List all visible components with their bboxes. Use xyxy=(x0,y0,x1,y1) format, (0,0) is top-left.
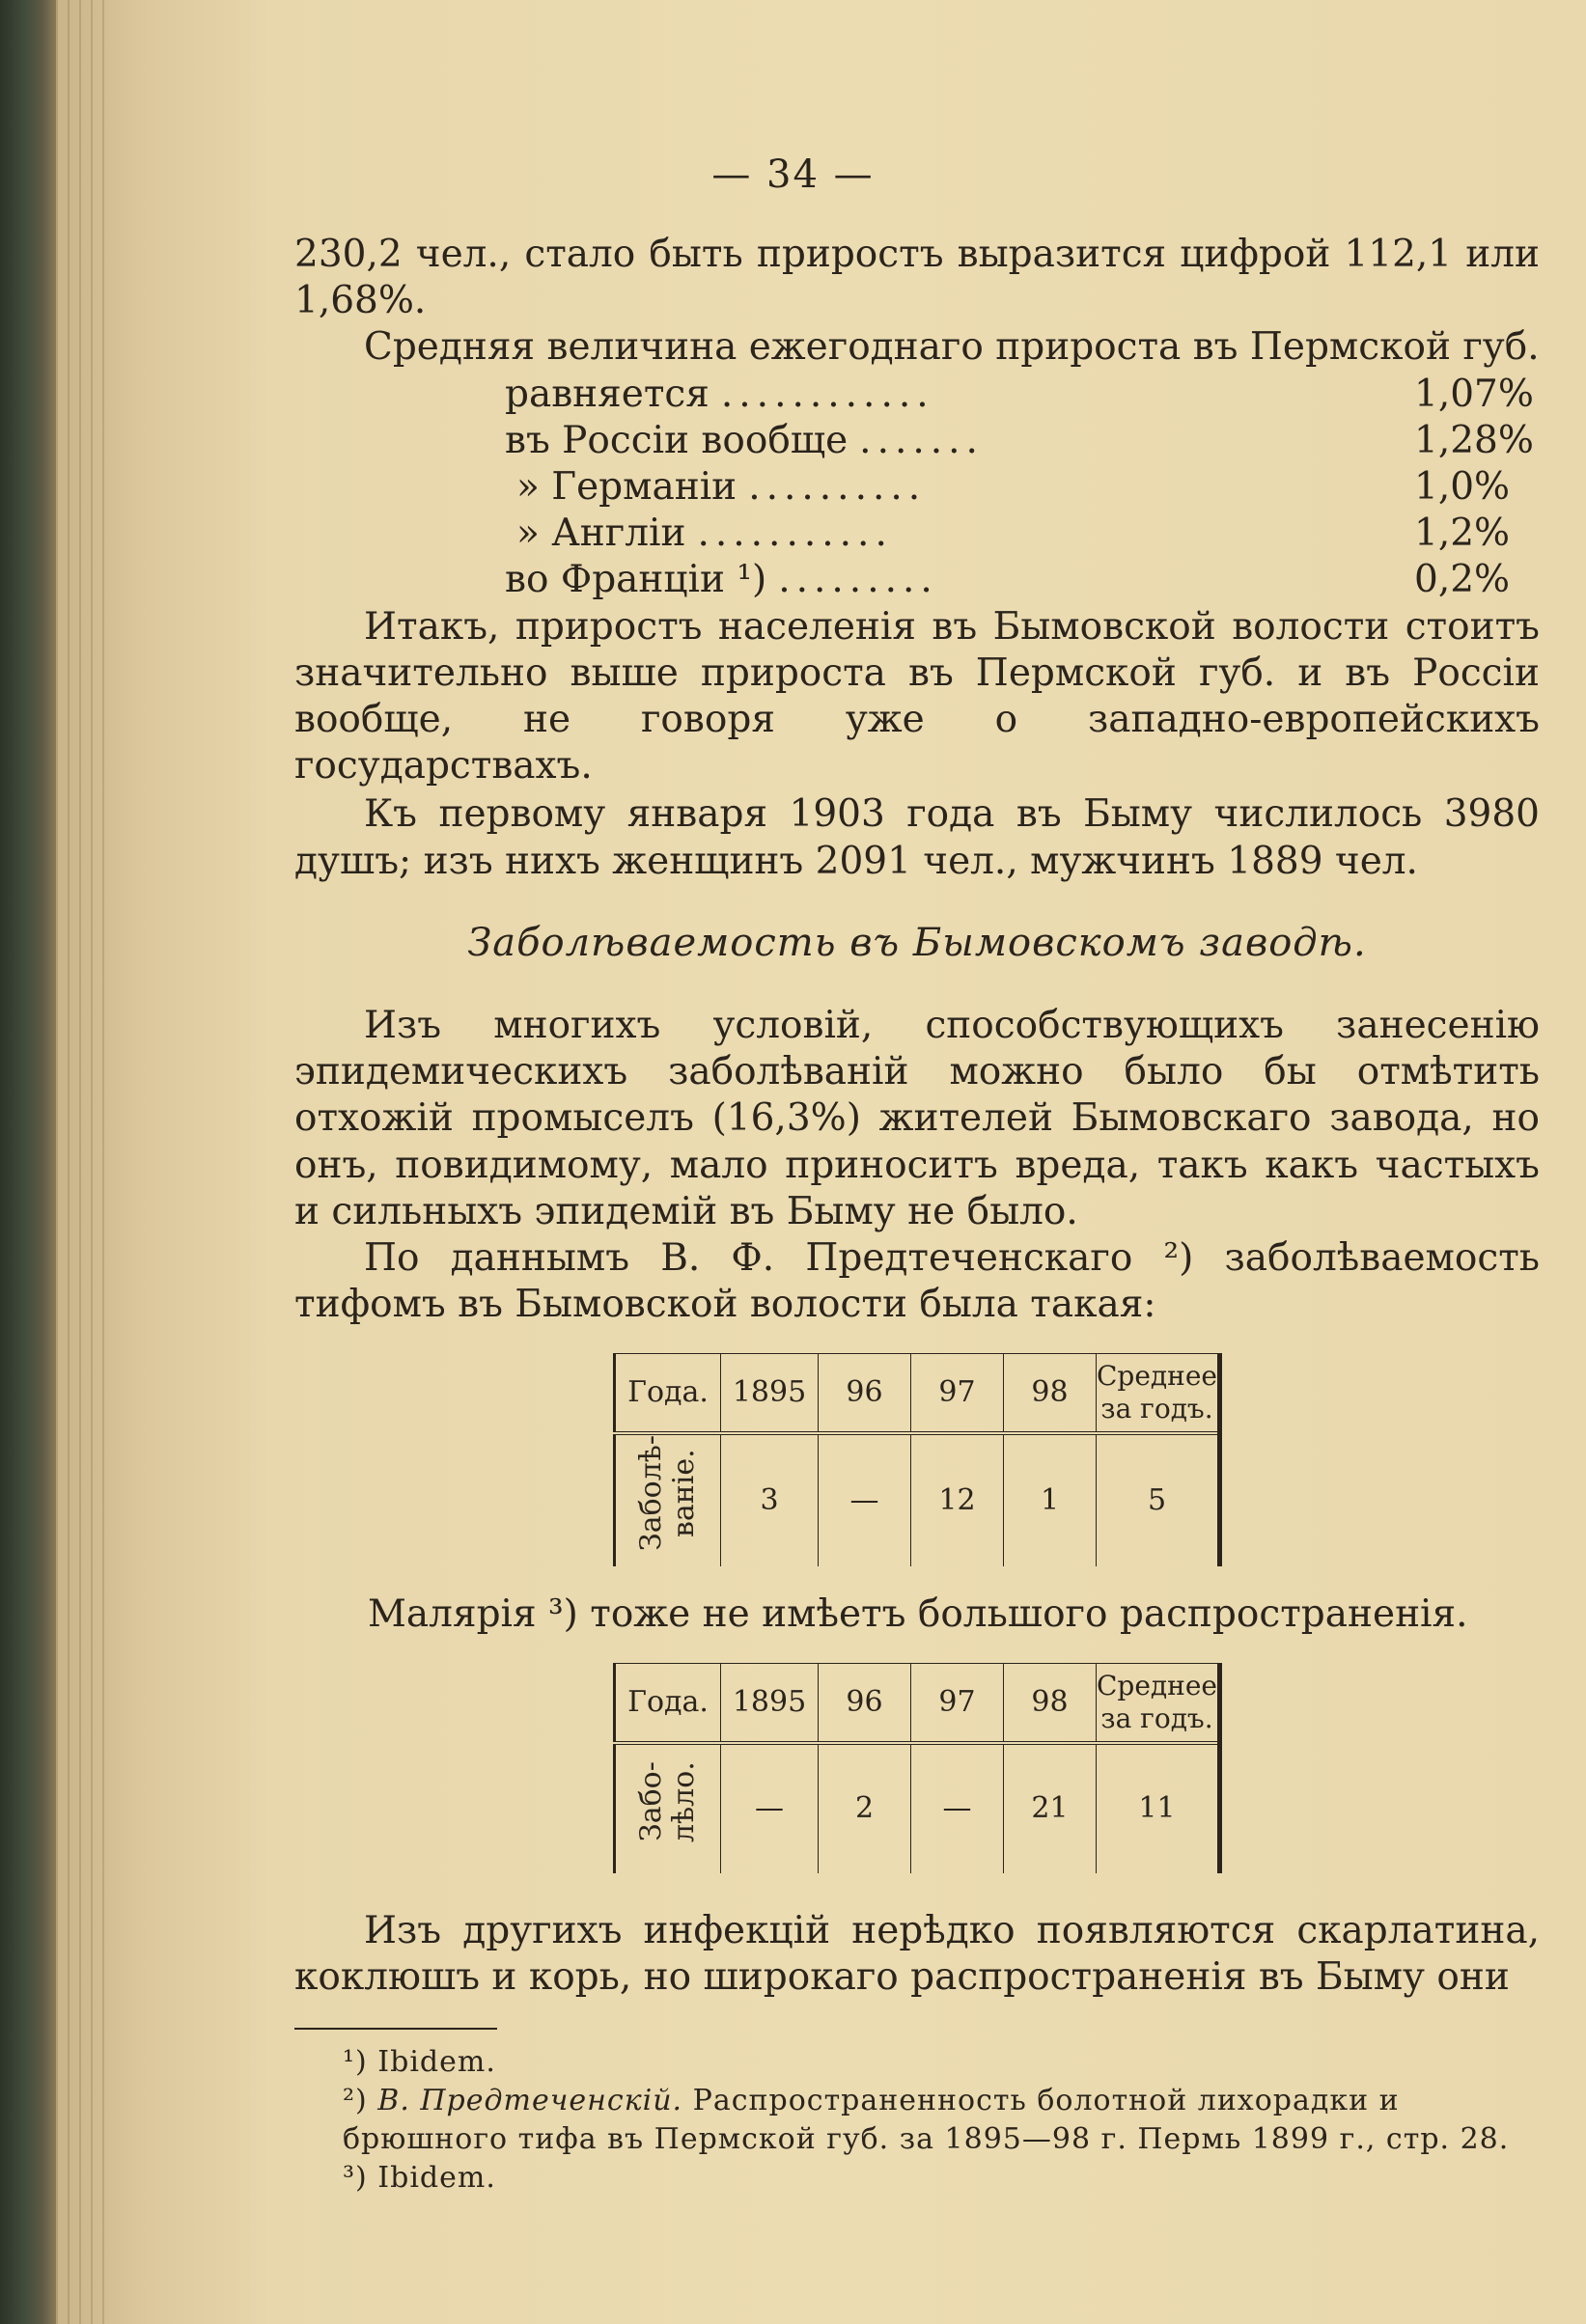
stat-label: » Германіи xyxy=(516,464,737,509)
table-row-label xyxy=(615,1743,721,1873)
footnote-2-mark: ²) xyxy=(343,2084,368,2118)
table-cell: 21 xyxy=(1004,1743,1097,1873)
growth-statistics-list xyxy=(505,372,1534,604)
table-header-row xyxy=(615,1354,1220,1434)
stat-leader-dots: ............ xyxy=(720,372,934,416)
paragraph-7: Малярія ³) тоже не имѣетъ большого распространенія. xyxy=(368,1591,1468,1636)
page-body xyxy=(294,232,1540,2198)
table-row xyxy=(615,1433,1220,1565)
footnote-1: ¹) Ibidem. xyxy=(343,2045,496,2080)
table-header-cell: 1895 xyxy=(721,1663,819,1743)
malaria-table xyxy=(613,1663,1222,1873)
footnote-2 xyxy=(294,2082,1540,2159)
table-row-label-text: Забо- лѣло. xyxy=(634,1760,701,1842)
table-header-cell: 96 xyxy=(819,1354,911,1434)
stat-label: » Англіи xyxy=(516,512,686,556)
page-number: — 34 — xyxy=(711,152,875,197)
stat-leader-dots: ........... xyxy=(697,512,893,556)
table-header-row xyxy=(615,1663,1220,1743)
stat-row xyxy=(505,511,1511,557)
stat-value: 1,07% xyxy=(1414,372,1534,416)
table-row-label xyxy=(615,1433,721,1565)
table-cell: 3 xyxy=(721,1433,819,1565)
stat-row xyxy=(505,557,1511,603)
table-cell: 2 xyxy=(819,1743,911,1873)
paragraph-5: Изъ многихъ условій, способствующихъ занесенію эпидемическихъ заболѣваній можно было бы отмѣтить отхожій промыселъ (16,3%) жителей Бымовскаго завода, но онъ, повидимому, мало приноситъ вреда, такъ какъ частыхъ и сильныхъ эпидемій въ Быму не было. xyxy=(294,1003,1540,1233)
footnote-2-author: В. Предтеченскій. xyxy=(377,2084,683,2118)
stat-row xyxy=(505,418,1534,464)
paragraph-8: Изъ другихъ инфекцій нерѣдко появляются скарлатина, коклюшъ и корь, но широкаго распространенія въ Быму они xyxy=(294,1909,1540,2000)
stat-value: 1,0% xyxy=(1414,464,1511,509)
table-cell: — xyxy=(911,1743,1004,1873)
stat-label: во Франціи ¹) xyxy=(505,558,767,602)
table-header-cell: 97 xyxy=(911,1663,1004,1743)
table-header-cell: Среднее за годъ. xyxy=(1097,1663,1220,1743)
book-spine-edge xyxy=(0,0,56,2324)
table-header-cell: 98 xyxy=(1004,1354,1097,1434)
table-header-cell: 97 xyxy=(911,1354,1004,1434)
footnote-2-text: Распространенность болотной лихорадки и брюшного тифа въ Пермской губ. за 1895—98 г. Пермь 1899 г., стр. 28. xyxy=(343,2084,1510,2157)
paragraph-4: Къ первому января 1903 года въ Быму числилось 3980 душъ; изъ нихъ женщинъ 2091 чел., мужчинъ 1889 чел. xyxy=(294,792,1540,883)
table-cell: 11 xyxy=(1097,1743,1220,1873)
paragraph-1: 230,2 чел., стало быть приростъ выразится цифрой 112,1 или 1,68%. xyxy=(294,233,1540,323)
paragraph-2: Средняя величина ежегоднаго прироста въ Пермской губ. xyxy=(364,325,1540,370)
table-header-cell: 96 xyxy=(819,1663,911,1743)
table-header-cell: Года. xyxy=(615,1663,721,1743)
paragraph-6: По даннымъ В. Ф. Предтеченскаго ²) заболѣваемость тифомъ въ Бымовской волости была такая: xyxy=(294,1235,1540,1327)
table-header-cell: 98 xyxy=(1004,1663,1097,1743)
stat-value: 1,2% xyxy=(1414,512,1511,556)
stat-row xyxy=(505,464,1511,511)
table-header-cell: 1895 xyxy=(721,1354,819,1434)
stat-leader-dots: ......... xyxy=(778,558,938,602)
table-cell: 12 xyxy=(911,1433,1004,1565)
footnote-3: ³) Ibidem. xyxy=(343,2161,496,2196)
stat-value: 0,2% xyxy=(1414,558,1511,602)
table-header-cell: Года. xyxy=(615,1354,721,1434)
paragraph-3: Итакъ, приростъ населенія въ Бымовской волости стоитъ значительно выше прироста въ Пермской губ. и въ Россіи вообще, не говоря уже о западно-европейскихъ государствахъ. xyxy=(294,604,1540,788)
section-heading: Заболѣваемость въ Бымовскомъ заводѣ. xyxy=(467,920,1367,965)
table-cell: — xyxy=(819,1433,911,1565)
stat-leader-dots: .......... xyxy=(748,464,927,509)
stat-label: въ Россіи вообще xyxy=(505,418,849,462)
table-cell: — xyxy=(721,1743,819,1873)
table-cell: 5 xyxy=(1097,1433,1220,1565)
table-header-cell: Среднее за годъ. xyxy=(1097,1354,1220,1434)
typhus-table xyxy=(613,1353,1222,1565)
stat-label: равняется xyxy=(505,372,710,416)
table-cell: 1 xyxy=(1004,1433,1097,1565)
stat-row xyxy=(505,372,1534,418)
footnote-separator xyxy=(294,2028,497,2030)
stat-leader-dots: ....... xyxy=(859,418,984,462)
stat-value: 1,28% xyxy=(1414,418,1534,462)
table-row xyxy=(615,1743,1220,1873)
page-fold-lines xyxy=(56,0,114,2324)
table-row-label-text: Заболѣ- ваніе. xyxy=(634,1435,701,1552)
